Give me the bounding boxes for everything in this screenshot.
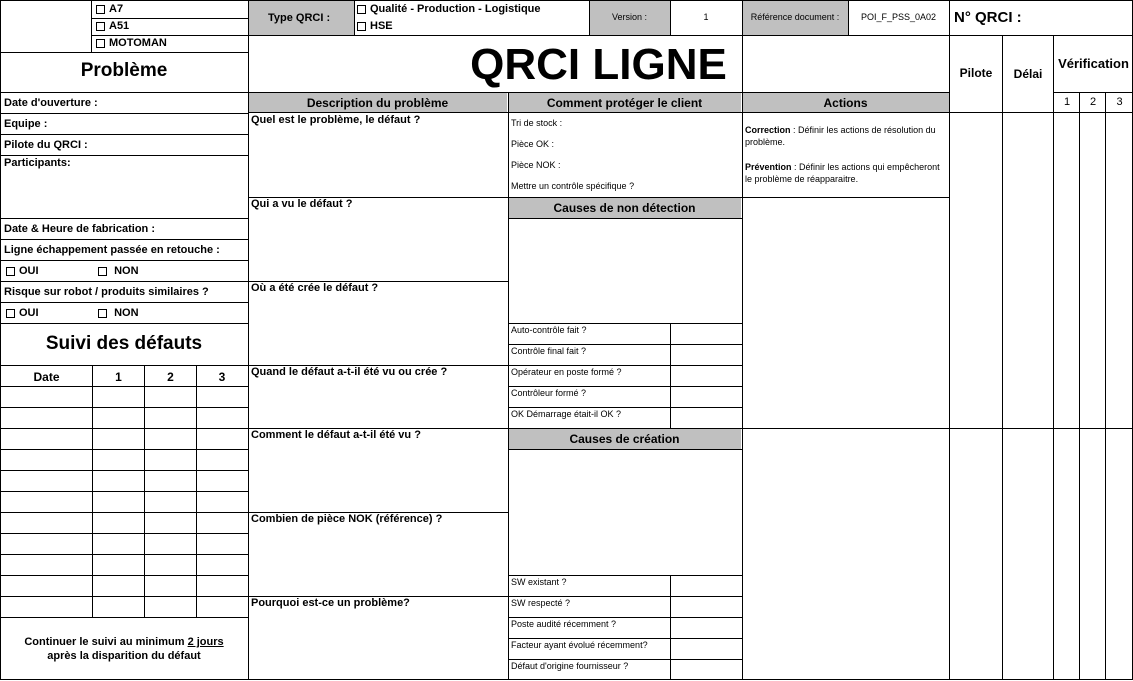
- non-detection-controle-final: Contrôle final fait ?: [511, 346, 587, 356]
- equipe-label: Equipe :: [4, 118, 48, 130]
- protection-header: Comment protéger le client: [508, 93, 741, 113]
- question-ou-cree: Où a été crée le défaut ?: [251, 282, 379, 294]
- question-qui-a-vu: Qui a vu le défaut ?: [251, 198, 353, 210]
- creation-facteur-evolue: Facteur ayant évolué récemment?: [511, 640, 648, 650]
- reference-label: Référence document :: [750, 12, 840, 22]
- creation-sw-existant: SW existant ?: [511, 577, 567, 587]
- verification-step-2: 2: [1089, 96, 1097, 108]
- creation-poste-audite: Poste audité récemment ?: [511, 619, 617, 629]
- creation-fournisseur: Défaut d'origine fournisseur ?: [511, 661, 629, 671]
- non-detection-demarrage: OK Démarrage était-il OK ?: [511, 409, 622, 419]
- note-text-1: Continuer le suivi au minimum: [24, 636, 188, 648]
- verification-step-1: 1: [1063, 96, 1071, 108]
- creation-header: Causes de création: [508, 429, 741, 449]
- question-quel-probleme: Quel est le problème, le défaut ?: [251, 114, 421, 126]
- probleme-title: Problème: [80, 60, 168, 81]
- type-qrci-label: Type QRCI :: [268, 12, 331, 24]
- risque-label: Risque sur robot / produits similaires ?: [4, 286, 209, 298]
- suivi-title: Suivi des défauts: [45, 333, 203, 354]
- participants-label: Participants:: [4, 157, 71, 169]
- main-title: QRCI LIGNE: [470, 40, 727, 89]
- type-qualite-label: Qualité - Production - Logistique: [370, 3, 541, 15]
- reference-value[interactable]: POI_F_PSS_0A02: [860, 12, 937, 22]
- protection-tri-stock: Tri de stock :: [511, 118, 563, 128]
- site-a51-label: A51: [109, 20, 130, 32]
- verification-step-3: 3: [1116, 96, 1123, 108]
- suivi-header-3: 3: [218, 370, 226, 384]
- date-ouverture-label: Date d'ouverture :: [4, 97, 98, 109]
- non-label: NON: [114, 307, 139, 319]
- correction-label: Correction: [745, 125, 791, 135]
- question-comment: Comment le défaut a-t-il été vu ?: [251, 429, 421, 441]
- oui-label: OUI: [19, 265, 39, 277]
- non-detection-controleur: Contrôleur formé ?: [511, 388, 587, 398]
- suivi-header-2: 2: [167, 370, 174, 384]
- oui-label: OUI: [19, 307, 39, 319]
- date-fabrication-label: Date & Heure de fabrication :: [4, 223, 155, 235]
- question-combien: Combien de pièce NOK (référence) ?: [251, 513, 443, 525]
- suivi-header-1: 1: [115, 370, 122, 384]
- non-detection-auto-controle: Auto-contrôle fait ?: [511, 325, 587, 335]
- ligne-echappement-label: Ligne échappement passée en retouche :: [4, 244, 220, 256]
- correction-text: : Définir les actions de résolution du problème.: [745, 125, 936, 147]
- description-header: Description du problème: [248, 93, 507, 113]
- question-quand: Quand le défaut a-t-il été vu ou crée ?: [251, 366, 448, 378]
- verification-header: Vérification: [1058, 56, 1129, 71]
- version-label: Version :: [611, 12, 648, 22]
- suivi-header-date: Date: [33, 370, 60, 384]
- site-a7-label: A7: [109, 3, 124, 15]
- version-value[interactable]: 1: [703, 12, 709, 22]
- non-detection-header: Causes de non détection: [508, 198, 741, 218]
- prevention-label: Prévention: [745, 162, 792, 172]
- actions-header: Actions: [742, 93, 949, 113]
- qrci-number-label: N° QRCI :: [954, 9, 1022, 26]
- protection-controle: Mettre un contrôle spécifique ?: [511, 181, 635, 191]
- site-motoman-label: MOTOMAN: [109, 37, 167, 49]
- note-text-2: après la disparition du défaut: [47, 650, 201, 662]
- non-label: NON: [114, 265, 139, 277]
- protection-piece-nok: Pièce NOK :: [511, 160, 561, 170]
- pilote-qrci-label: Pilote du QRCI :: [4, 139, 88, 151]
- protection-piece-ok: Pièce OK :: [511, 139, 555, 149]
- question-pourquoi: Pourquoi est-ce un problème?: [251, 597, 410, 609]
- delai-header: Délai: [1013, 67, 1043, 81]
- pilote-header: Pilote: [959, 66, 993, 80]
- creation-sw-respecte: SW respecté ?: [511, 598, 571, 608]
- non-detection-operateur: Opérateur en poste formé ?: [511, 367, 622, 377]
- type-hse-label: HSE: [370, 20, 393, 32]
- note-underlined: 2 jours: [187, 636, 224, 648]
- prevention-text: : Définir les actions qui empêcheront le problème de réapparaitre.: [745, 162, 940, 184]
